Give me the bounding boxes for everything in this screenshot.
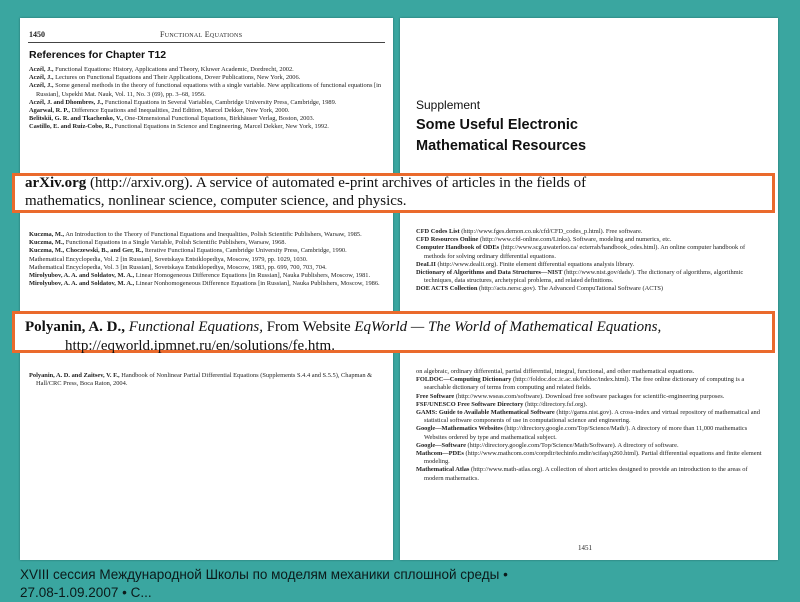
section-title: References for Chapter T12: [29, 49, 167, 61]
reference-author: Belitskii, G. R. and Tkachenko, V.,: [29, 115, 123, 123]
arxiv-description: (http://arxiv.org). A service of automated e-print archives of articles in the fields of: [86, 175, 587, 191]
reference-text: Handbook of Nonlinear Partial Differential Equations (Supplements S.4.4 and S.5.5), Chapman & Hall/CRC Press, Boca Raton, 2004.: [36, 372, 373, 388]
reference-author: Kuczma, M.,: [29, 239, 65, 247]
reference-entry: [29, 239, 383, 247]
resource-entry: [416, 442, 768, 450]
callout-arxiv: [12, 173, 775, 213]
reference-text: Mathematical Encyclopedia, Vol. 2 [in Russian], Sovetskaya Entsiklopediya, Moscow, 1979, pp. 1029, 1030.: [29, 255, 308, 263]
reference-entry: [29, 247, 383, 255]
reference-text: Iterative Functional Equations, Cambridge University Press, Cambridge, 1990.: [144, 247, 347, 255]
callout-arxiv-line-1: [25, 174, 586, 193]
resource-name: DOE ACTS Collection: [416, 285, 478, 293]
supplement-title-line-1: Some Useful Electronic: [416, 117, 578, 133]
callout-eqworld-line-1: [25, 318, 764, 337]
resource-text: (http://directory.google.com/Top/Science/Math/). A directory of more than 11,000 mathematics Websites ordered by type and mathematical subject.: [424, 425, 748, 441]
reference-text: Difference Equations and Inequalities, 2nd Edition, Marcel Dekker, New York, 2000.: [71, 107, 290, 115]
reference-text: Some general methods in the theory of functional equations with a single variable. New applications of functional equations [in Russian], Uspekhi Mat. Nauk, Vol. 11, No. 3 (69), pp. 3–68, 1956.: [36, 82, 382, 98]
supplement-label: Supplement: [416, 98, 481, 112]
resource-entry: [416, 269, 768, 285]
reference-author: Mirolyubov, A. A. and Soldatov, M. A.,: [29, 272, 135, 280]
eqworld-from: From Website: [262, 319, 355, 335]
supplement-title-line-2: Mathematical Resources: [416, 138, 587, 154]
reference-list-bottom: [29, 372, 383, 388]
resource-entry: [416, 401, 768, 409]
resource-name: Google—Mathematics Websites: [416, 425, 503, 433]
reference-entry: [29, 372, 383, 388]
reference-entry: [29, 280, 383, 288]
reference-entry: [29, 123, 383, 131]
resource-text: (http://directory.fsf.org).: [524, 400, 588, 408]
resource-list-bottom: [416, 368, 768, 483]
reference-author: Kuczma, M.,: [29, 231, 65, 238]
reference-text: Functional Equations in Science and Engineering, Marcel Dekker, New York, 1992.: [114, 123, 329, 131]
resource-name: CFD Resources Online: [416, 236, 479, 244]
header-rule: [28, 42, 385, 43]
reference-text: Lectures on Functional Equations and Their Applications, Dover Publications, New York, 2006.: [55, 74, 301, 82]
reference-entry: [29, 66, 383, 74]
reference-author: Kuczma, M., Choczewski, B., and Ger, R.,: [29, 247, 144, 255]
resource-entry: [416, 244, 768, 260]
resource-entry: [416, 409, 768, 425]
resource-name: FSF/UNESCO Free Software Directory: [416, 400, 524, 408]
resource-name: Mathematical Atlas: [416, 466, 470, 474]
reference-text: Linear Nonhomogeneous Difference Equations [in Russian], Nauka Publishers, Moscow, 1986.: [135, 280, 380, 288]
reference-list-middle: [29, 231, 383, 288]
resource-text: (http://foldoc.doc.ic.ac.uk/foldoc/index.html). The free online dictionary of computing is a searchable dictionary of terms from computing and related fields.: [424, 376, 745, 392]
page-header-title: Functional Equations: [160, 30, 243, 39]
resource-name: DeaLII: [416, 260, 436, 268]
eqworld-author: Polyanin, A. D.,: [25, 319, 126, 335]
resource-entry: [416, 285, 768, 293]
reference-author: Castillo, E. and Ruiz-Cobo, R.,: [29, 123, 113, 131]
resource-name: Mathcom—PDEs: [416, 450, 464, 458]
reference-text: Functional Equations in Several Variables, Cambridge University Press, Cambridge, 1989.: [104, 98, 337, 106]
resource-fragment: on algebraic, ordinary differential, partial differential, integral, functional, and other mathematical equations.: [416, 368, 695, 375]
resource-entry: [416, 228, 768, 236]
resource-name: Computer Handbook of ODEs: [416, 244, 500, 252]
reference-author: Mirolyubov, A. A. and Soldatov, M. A.,: [29, 280, 135, 288]
reference-entry: [29, 256, 383, 264]
resource-name: Dictionary of Algorithms and Data Structures—NIST: [416, 269, 563, 277]
resource-text: (http://www.mathcom.com/corpdir/techinfo.mdir/scifaq/q260.html). Partial differential equations and finite element modeling.: [424, 450, 762, 466]
footer-line-2: 27.08-1.09.2007 • С...: [20, 585, 152, 600]
resource-text: (http://www.cfd-online.com/Links). Software, modeling and numerics, etc.: [479, 236, 672, 244]
resource-text: (http://www.dealii.org). Finite element differential equations analysis library.: [437, 260, 635, 268]
reference-author: Polyanin, A. D. and Zaitsev, V. F.,: [29, 372, 120, 379]
page-header-number: 1450: [29, 30, 45, 39]
resource-text: (http://www.fges.demon.co.uk/cfd/CFD_codes_p.html). Free software.: [461, 228, 643, 235]
callout-arxiv-line-2: mathematics, nonlinear science, computer science, and physics.: [25, 193, 407, 209]
reference-text: Linear Homogeneous Difference Equations [in Russian], Nauka Publishers, Moscow, 1981.: [135, 272, 371, 280]
reference-text: Mathematical Encyclopedia, Vol. 3 [in Russian], Sovetskaya Entsiklopediya, Moscow, 1983, pp. 699, 700, 703, 704.: [29, 263, 327, 271]
reference-author: Aczél, J. and Dhombres, J.,: [29, 98, 104, 106]
resource-entry: [416, 450, 768, 466]
resource-entry: [416, 261, 768, 269]
resource-name: Free Software: [416, 392, 455, 400]
reference-entry: [29, 231, 383, 239]
resource-entry: [416, 425, 768, 441]
reference-entry: [29, 74, 383, 82]
resource-name: FOLDOC—Computing Dictionary: [416, 376, 512, 384]
reference-text: Functional Equations in a Single Variable, Polish Scientific Publishers, Warsaw, 1968.: [65, 239, 287, 247]
page-number: 1451: [578, 544, 592, 552]
resource-entry: [416, 376, 768, 392]
reference-entry: [29, 115, 383, 123]
eqworld-title: Functional Equations,: [128, 319, 263, 335]
resource-text: (http://www.wseas.com/software). Download free software packages for scientific-engineering purposes.: [455, 392, 725, 400]
reference-author: Aczél, J.,: [29, 74, 54, 82]
resource-text: (http://www.math-atlas.org). A collection of short articles designed to provide an introduction to the areas of modern mathematics.: [424, 466, 748, 482]
resource-list-top: [416, 228, 768, 294]
resource-entry: [416, 236, 768, 244]
reference-list-top: [29, 66, 383, 132]
reference-entry: [29, 82, 383, 98]
resource-name: Google—Software: [416, 441, 466, 449]
resource-text: (http://directory.google.com/Top/Science/Math/Software). A directory of software.: [467, 441, 679, 449]
reference-entry: [29, 99, 383, 107]
footer-line-1: XVIII сессия Международной Школы по моделям механики сплошной среды •: [20, 567, 508, 582]
resource-text: (http://www.scg.uwaterloo.ca/ ecterrab/handbook_odes.html). An online computer handbook of methods for solving ordinary differential equations.: [424, 244, 746, 260]
callout-eqworld-url: http://eqworld.ipmnet.ru/en/solutions/fe.htm.: [65, 338, 335, 354]
resource-text: (http://gams.nist.gov). A cross-index and virtual repository of mathematical and statistical software components of use in computational science and engineering.: [424, 409, 760, 425]
reference-entry: [29, 107, 383, 115]
resource-text: (http://www.nist.gov/dads/). The dictionary of algorithms, algorithmic techniques, data structures, archetypical problems, and related definitions.: [424, 269, 744, 285]
resource-entry: [416, 393, 768, 401]
reference-text: One-Dimensional Functional Equations, Birkhäuser Verlag, Boston, 2003.: [124, 115, 315, 123]
reference-entry: [29, 272, 383, 280]
left-book-page: [20, 18, 393, 560]
resource-name: CFD Codes List: [416, 228, 460, 235]
reference-author: Aczél, J.,: [29, 66, 54, 73]
resource-entry: [416, 466, 768, 482]
right-book-page: [400, 18, 778, 560]
reference-text: Functional Equations: History, Applications and Theory, Kluwer Academic, Dordrecht, 2002.: [55, 66, 294, 73]
reference-author: Agarwal, R. P.,: [29, 107, 70, 115]
arxiv-name: arXiv.org: [25, 175, 87, 191]
reference-text: An Introduction to the Theory of Functional Equations and Inequalities, Polish Scientific Publishers, Warsaw, 1985.: [65, 231, 362, 238]
eqworld-website: EqWorld — The World of Mathematical Equations,: [354, 319, 662, 335]
callout-eqworld: [12, 311, 775, 353]
reference-entry: [29, 264, 383, 272]
reference-author: Aczél, J.,: [29, 82, 54, 90]
resource-text: (http://acts.nersc.gov). The Advanced CompuTational Software (ACTS): [479, 285, 664, 293]
resource-name: GAMS: Guide to Available Mathematical Software: [416, 409, 555, 417]
